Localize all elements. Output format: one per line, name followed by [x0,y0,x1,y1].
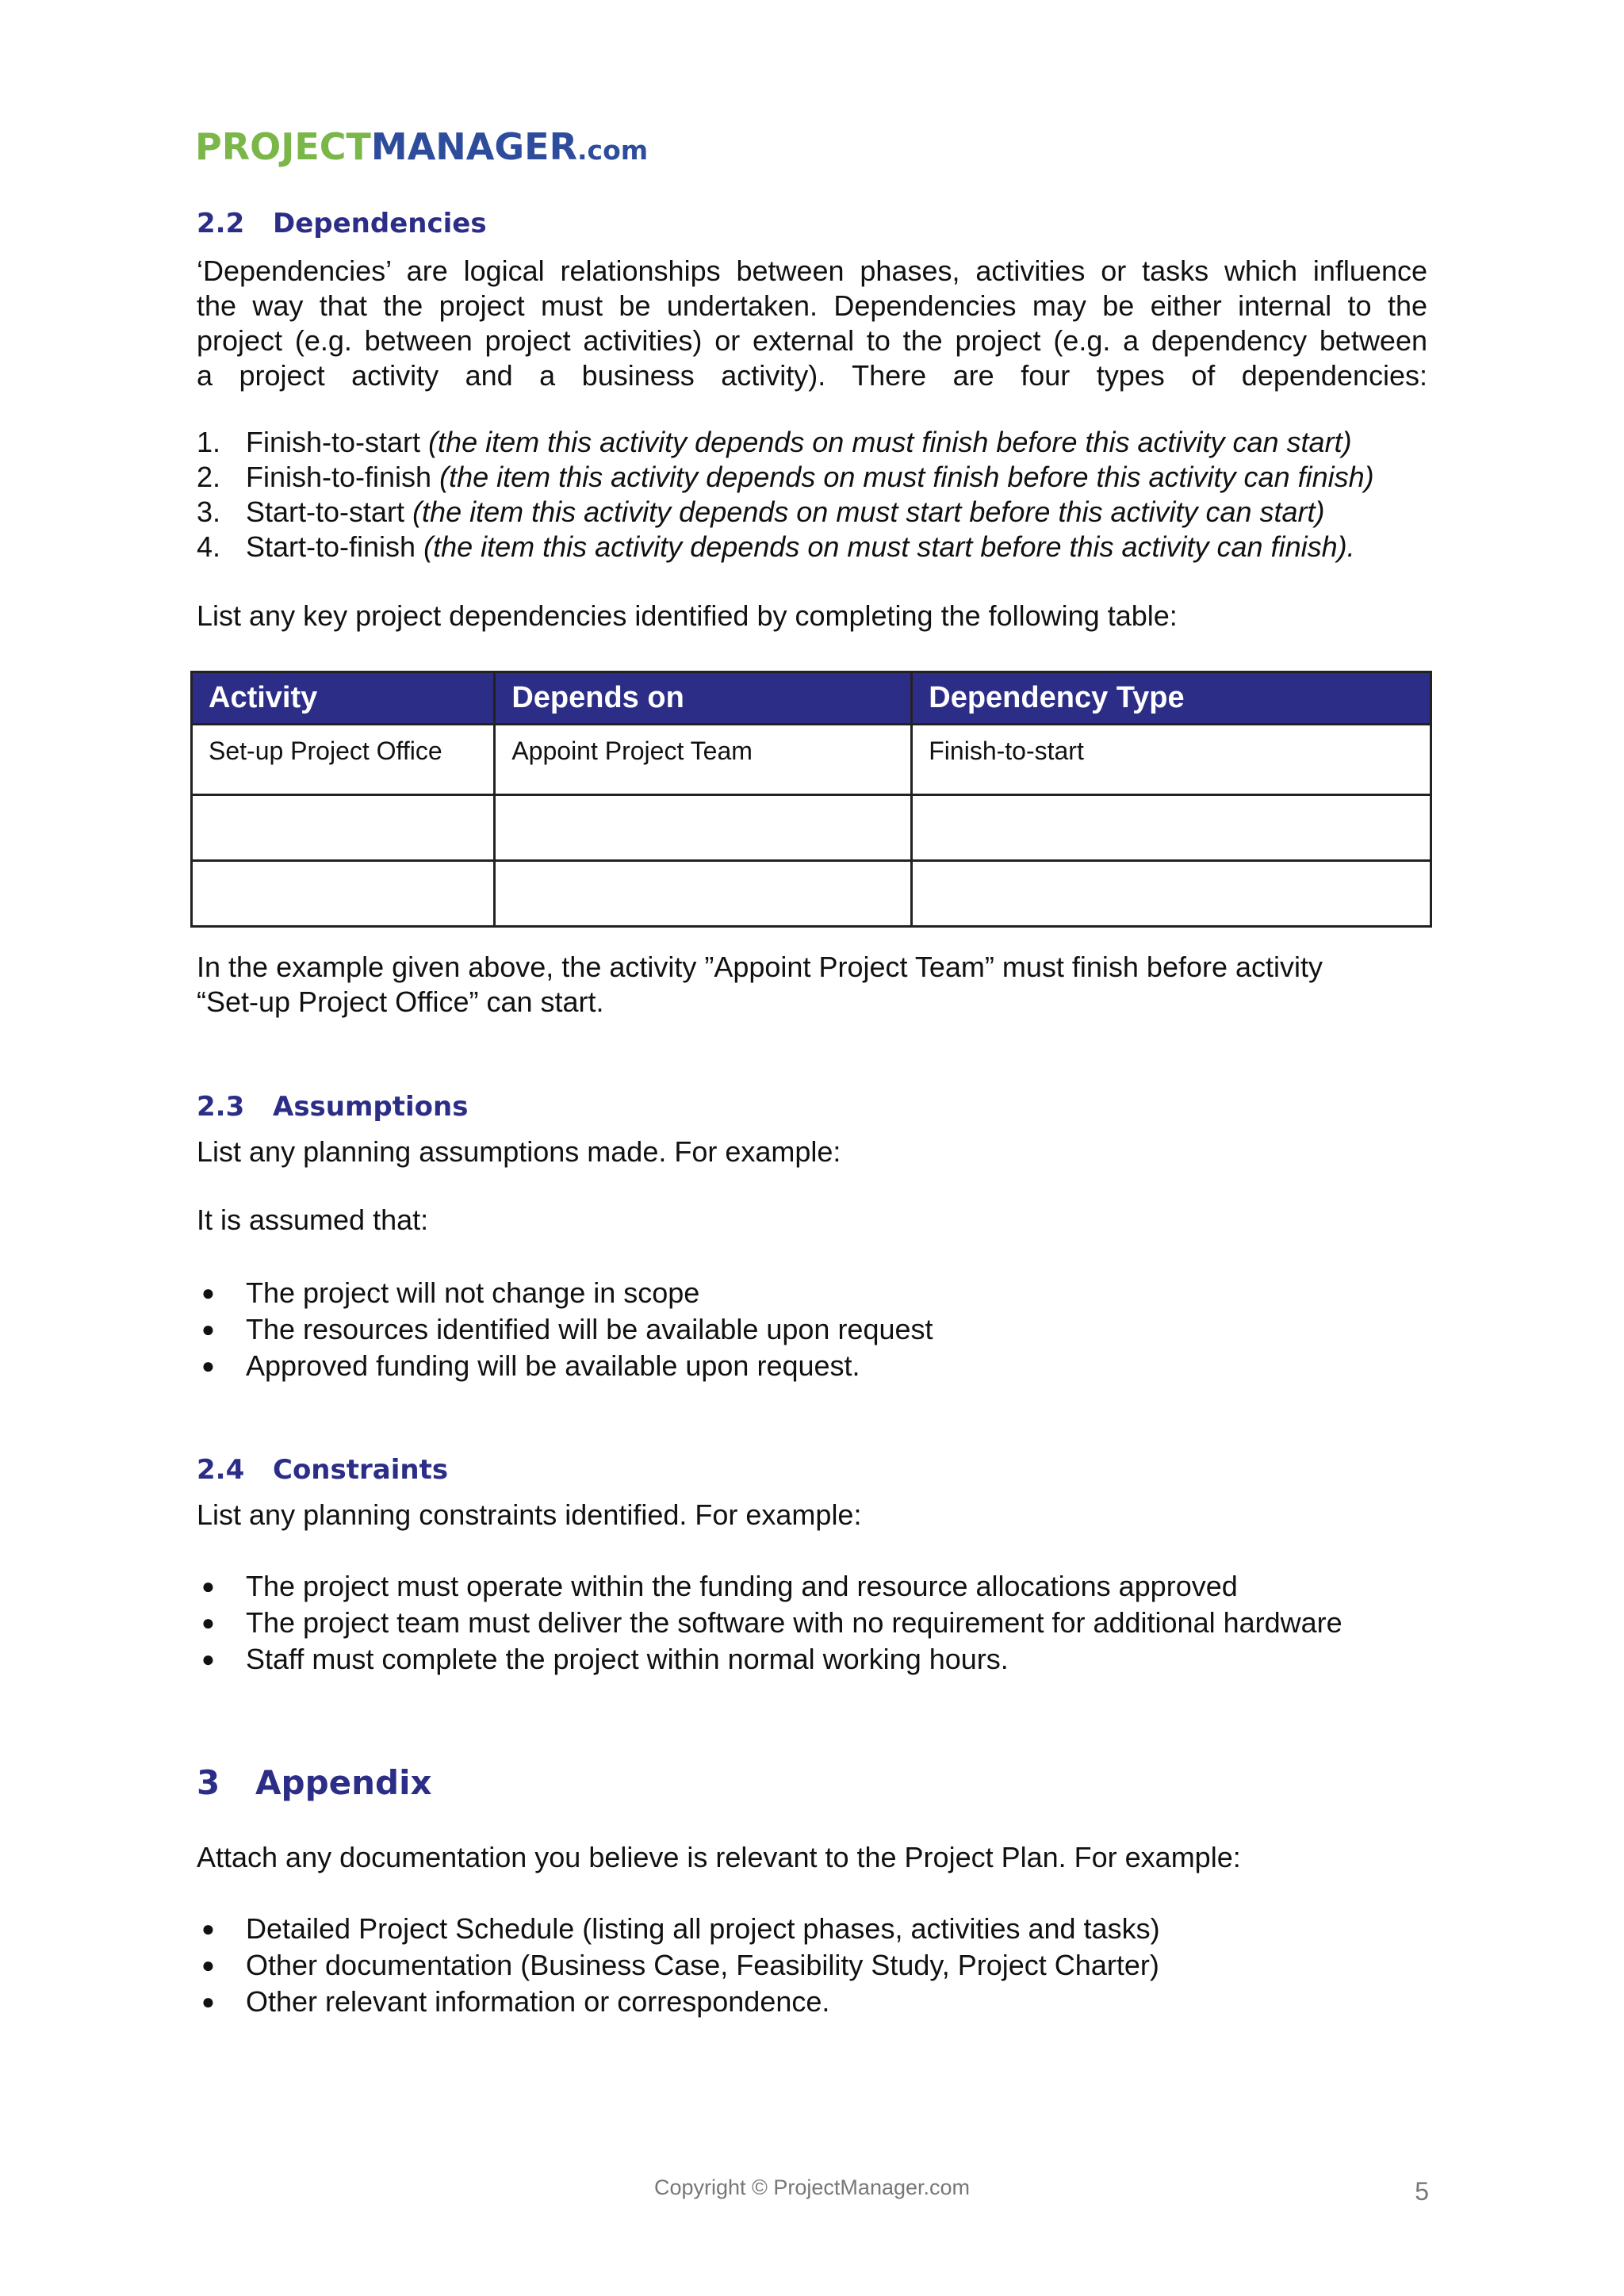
section-heading-constraints [197,1454,448,1486]
dependencies-table [190,671,1432,928]
table-cell [192,861,495,927]
section-title: Constraints [273,1454,449,1486]
brand-logo [195,125,648,168]
bullet-icon: ● [201,1574,215,1598]
brand-logo-part2: MANAGER [370,125,577,168]
section-number: 2.2 [197,208,245,239]
example-line: In the example given above, the activity ”Appoint Project Team” must finish before activity [197,951,1323,983]
intro-line: a project activity and a business activity). There are four types of dependencies: [197,359,1427,392]
appendix-intro: Attach any documentation you believe is relevant to the Project Plan. For example: [197,1841,1241,1873]
list-item-text: The resources identified will be available upon request [246,1313,933,1345]
list-marker: 4. [197,530,221,563]
list-item-text: The project must operate within the funding and resource allocations approved [246,1570,1238,1602]
list-item-text: Approved funding will be available upon request. [246,1349,860,1382]
list-item [197,530,1374,564]
intro-line: project (e.g. between project activities) or external to the project (e.g. a dependency between [197,324,1427,357]
section-title: Dependencies [273,208,487,239]
list-item [197,1568,1342,1605]
list-marker: 3. [197,496,221,528]
list-item [197,460,1374,495]
list-item [197,1311,933,1348]
section-number: 3 [197,1763,220,1802]
bullet-icon: ● [201,1916,215,1941]
dependency-type-desc: (the item this activity depends on must finish before this activity can start) [428,426,1352,458]
list-item [197,495,1374,530]
intro-line: ‘Dependencies’ are logical relationships between phases, activities or tasks which influence [197,254,1427,287]
list-item-text: The project team must deliver the software with no requirement for additional hardware [246,1606,1342,1639]
table-row [192,725,1431,795]
assumptions-intro: List any planning assumptions made. For example: [197,1135,841,1168]
section-title: Appendix [255,1763,432,1802]
table-cell: Finish-to-start [912,725,1431,795]
table-cell [495,795,912,861]
brand-logo-part3: .com [577,135,649,166]
list-item [197,1348,933,1384]
section-heading-assumptions [197,1091,468,1123]
table-cell [912,861,1431,927]
list-item-text: Other relevant information or correspondence. [246,1985,830,2018]
dependency-type-name: Start-to-start [246,496,405,528]
assumptions-lead: It is assumed that: [197,1203,429,1236]
list-item-text: The project will not change in scope [246,1276,700,1309]
column-header-dependency-type: Dependency Type [912,672,1431,725]
dependency-type-desc: (the item this activity depends on must start before this activity can start) [412,496,1325,528]
intro-line: the way that the project must be undertaken. Dependencies may be either internal to the [197,289,1427,322]
assumptions-list [197,1275,933,1384]
footer-copyright: Copyright © ProjectManager.com [653,2175,971,2199]
dependency-types-list [197,425,1374,564]
bullet-icon: ● [201,1989,215,2014]
list-item [197,1275,933,1311]
list-item [197,1984,1160,2020]
section-number: 2.4 [197,1454,245,1486]
section-title: Assumptions [273,1091,469,1123]
list-marker: 1. [197,426,221,458]
list-item [197,425,1374,460]
table-row [192,795,1431,861]
section-heading-dependencies [197,208,487,239]
column-header-depends-on: Depends on [495,672,912,725]
example-line: “Set-up Project Office” can start. [197,985,604,1018]
page-number: 5 [1415,2177,1429,2206]
bullet-icon: ● [201,1647,215,1671]
table-row [192,861,1431,927]
brand-logo-part1: PROJECT [195,125,371,168]
dependency-type-name: Finish-to-finish [246,461,432,493]
section-heading-appendix [197,1763,432,1802]
bullet-icon: ● [201,1353,215,1378]
list-item-text: Detailed Project Schedule (listing all project phases, activities and tasks) [246,1912,1160,1945]
constraints-list [197,1568,1342,1678]
column-header-activity: Activity [192,672,495,725]
list-item-text: Staff must complete the project within normal working hours. [246,1643,1009,1675]
list-item [197,1911,1160,1947]
list-item [197,1605,1342,1641]
bullet-icon: ● [201,1280,215,1305]
list-item [197,1641,1342,1678]
table-cell: Appoint Project Team [495,725,912,795]
dependency-type-desc: (the item this activity depends on must start before this activity can finish). [423,530,1355,563]
list-marker: 2. [197,461,221,493]
dependency-type-name: Start-to-finish [246,530,416,563]
constraints-intro: List any planning constraints identified. For example: [197,1498,862,1531]
appendix-list [197,1911,1160,2020]
table-cell: Set-up Project Office [192,725,495,795]
bullet-icon: ● [201,1953,215,1977]
table-header-row [192,672,1431,725]
section-number: 2.3 [197,1091,245,1123]
list-item-text: Other documentation (Business Case, Feasibility Study, Project Charter) [246,1949,1159,1981]
table-intro: List any key project dependencies identified by completing the following table: [197,599,1178,632]
table-cell [912,795,1431,861]
table-cell [495,861,912,927]
dependencies-intro [197,254,1427,393]
table-cell [192,795,495,861]
dependency-type-name: Finish-to-start [246,426,421,458]
list-item [197,1947,1160,1984]
bullet-icon: ● [201,1317,215,1341]
dependency-type-desc: (the item this activity depends on must finish before this activity can finish) [439,461,1374,493]
table-example-note [197,950,1465,1020]
bullet-icon: ● [201,1610,215,1635]
